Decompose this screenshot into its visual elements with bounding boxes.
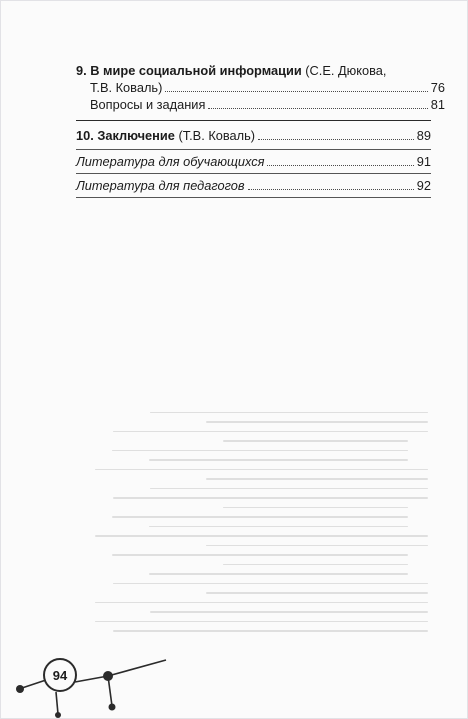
page-ref: 81	[430, 97, 445, 112]
section-number: 10.	[76, 128, 94, 143]
dot-leader	[165, 91, 427, 92]
page-ref: 89	[416, 128, 431, 143]
section-number: 9.	[76, 63, 87, 78]
dot-leader	[267, 165, 413, 166]
literature-list	[76, 149, 431, 198]
subentry-label: Вопросы и задания	[90, 97, 206, 112]
page-ref: 76	[430, 80, 445, 95]
toc-entry-section-10[interactable]	[76, 127, 431, 146]
section-authors-cont: Т.В. Коваль)	[90, 80, 163, 95]
page-ref: 92	[416, 178, 431, 193]
toc-entry-section-9[interactable]	[76, 62, 445, 113]
dot-leader	[248, 189, 414, 190]
toc-block-conclusion	[76, 120, 431, 198]
dot-leader	[208, 108, 427, 109]
toc-entry-literature-students[interactable]	[76, 150, 431, 173]
section-9-page-row	[76, 79, 445, 96]
toc-subentry-questions[interactable]	[76, 96, 445, 113]
page-number-ornament	[0, 640, 170, 719]
toc-entry-literature-teachers[interactable]	[76, 173, 431, 197]
section-9-heading	[76, 62, 431, 79]
section-authors: (С.Е. Дюкова,	[305, 63, 387, 78]
literature-label: Литература для обучающихся	[76, 154, 265, 169]
dot-leader	[258, 139, 414, 140]
section-title: В мире социальной информации	[90, 63, 302, 78]
page-ref: 91	[416, 154, 431, 169]
page-number: 94	[43, 658, 77, 692]
section-authors: (Т.В. Коваль)	[178, 128, 256, 143]
bleed-through-text	[58, 150, 428, 640]
table-of-contents	[76, 62, 445, 198]
section-title: Заключение	[97, 128, 175, 143]
literature-label: Литература для педагогов	[76, 178, 245, 193]
